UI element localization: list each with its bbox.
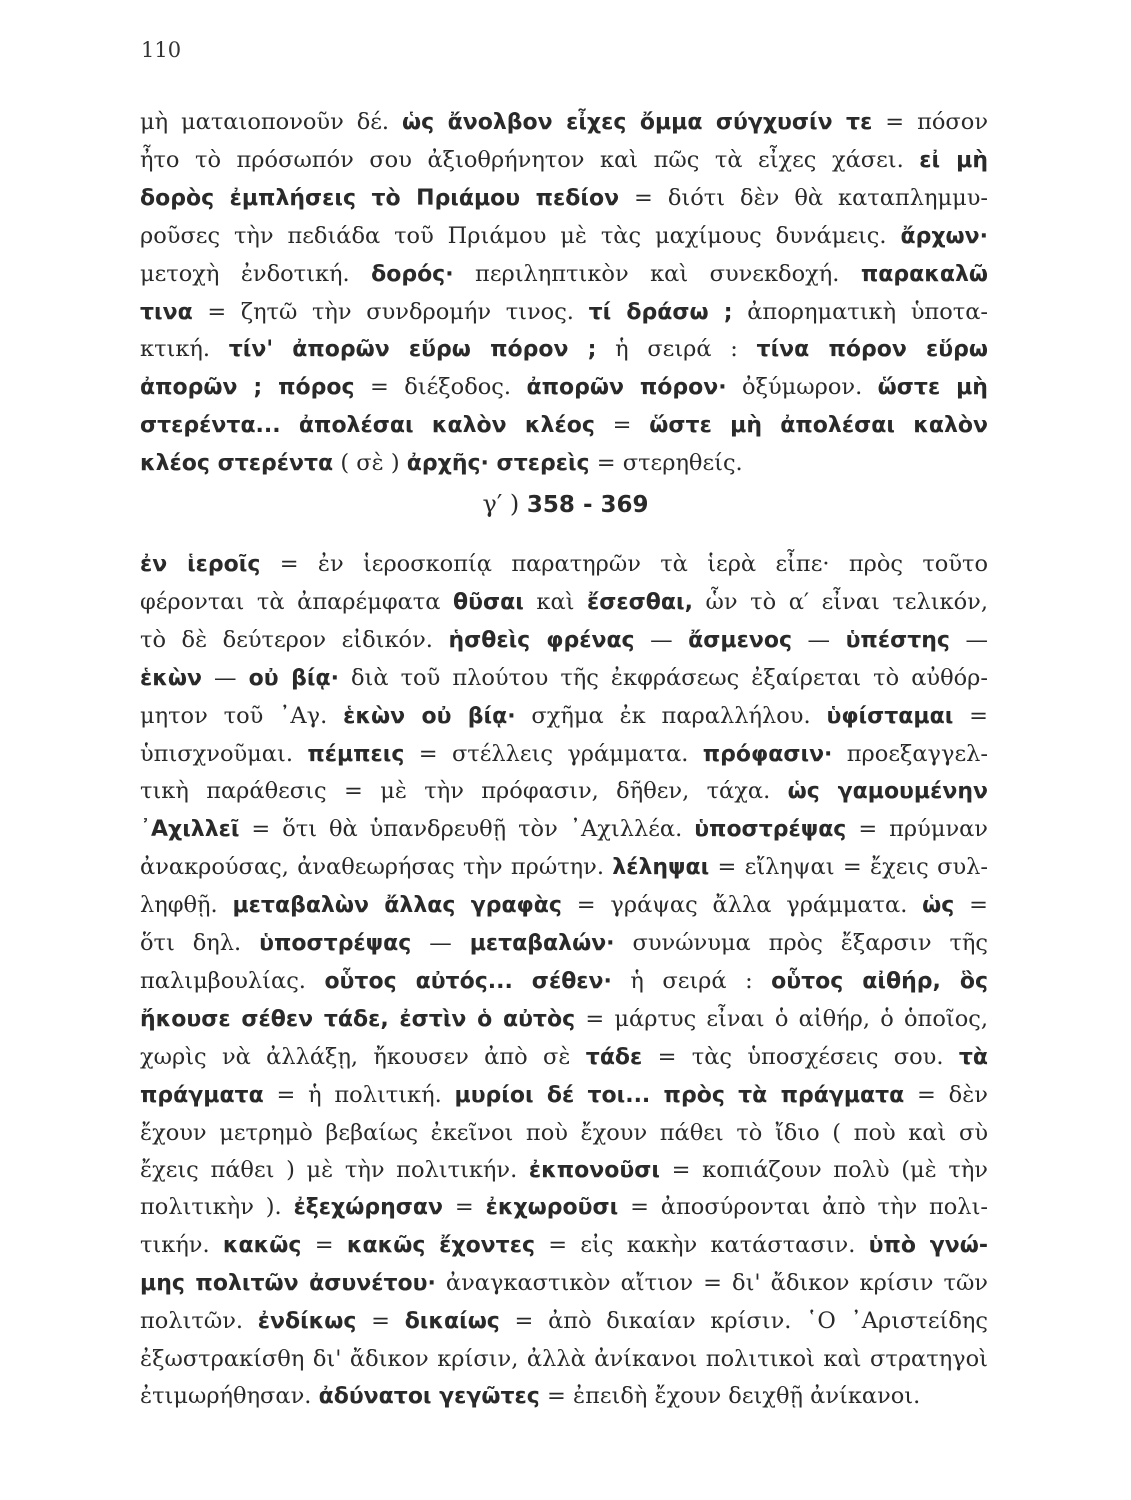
commentary-paragraph-2 xyxy=(140,546,988,1416)
lemma-term: ἑκὼν xyxy=(140,665,202,691)
gloss-text: μετοχὴ ἐνδοτική. xyxy=(140,260,372,287)
section-heading-label: γ′ ) xyxy=(482,490,520,518)
gloss-text: — xyxy=(634,626,689,653)
gloss-text: ἡ σειρά : xyxy=(611,967,772,994)
text-line xyxy=(140,1227,988,1265)
text-line xyxy=(140,256,988,294)
gloss-text: = δὲν xyxy=(904,1081,988,1108)
gloss-text: = εἰς κακὴν κατάστασιν. xyxy=(535,1232,869,1259)
lemma-term: πράγματα xyxy=(140,1082,264,1108)
gloss-text: σχῆμα ἐκ παραλλήλου. xyxy=(515,702,827,729)
text-line xyxy=(140,622,988,660)
text-line xyxy=(140,1303,988,1341)
gloss-text: — xyxy=(411,930,470,957)
gloss-text: ἐτιμωρήθησαν. xyxy=(140,1382,319,1409)
text-line xyxy=(140,104,988,142)
gloss-text: ὧν τὸ α′ εἶναι τελικόν, xyxy=(692,588,988,615)
gloss-text: τικὴ παράθεσις = μὲ τὴν πρόφασιν, δῆθεν, τάχα. xyxy=(140,778,788,805)
gloss-text: πολιτικὴν ). xyxy=(140,1194,294,1221)
gloss-text: καὶ xyxy=(523,588,588,615)
text-line xyxy=(140,1378,988,1416)
gloss-text: κτική. xyxy=(140,336,229,363)
gloss-text: χωρὶς νὰ ἀλλάξῃ, ἤκουσεν ἀπὸ σὲ xyxy=(140,1043,586,1070)
text-line xyxy=(140,736,988,774)
text-line xyxy=(140,445,988,483)
lemma-term: τὰ xyxy=(958,1044,988,1070)
gloss-text: ὑπισχνοῦμαι. xyxy=(140,740,308,767)
gloss-text: = μάρτυς εἶναι ὁ αἰθήρ, ὁ ὁποῖος, xyxy=(575,1005,988,1032)
lemma-term: οὗτος αἰθήρ, ὃς xyxy=(771,968,988,994)
gloss-text: τικήν. xyxy=(140,1232,223,1259)
text-line xyxy=(140,546,988,584)
lemma-term: ὡς ἄνολβον εἶχες ὄμμα σύγχυσίν τε xyxy=(402,110,873,135)
text-line xyxy=(140,180,988,218)
gloss-text: ἦτο τὸ πρόσωπόν σου ἀξιοθρήνητον καὶ πῶς τὰ εἶχες χάσει. xyxy=(140,146,920,173)
lemma-term: μεταβαλών· xyxy=(469,931,615,957)
lemma-term: ἀπορῶν πόρον· xyxy=(526,375,727,401)
gloss-text: τὸ δὲ δεύτερον εἰδικόν. xyxy=(140,626,449,653)
gloss-text: = στέλλεις γράμματα. xyxy=(404,740,703,767)
text-line xyxy=(140,369,988,407)
gloss-text: = ἀποσύρονται ἀπὸ τὴν πολι- xyxy=(618,1194,988,1221)
lemma-term: ὡς xyxy=(922,893,955,919)
text-line xyxy=(140,811,988,849)
lemma-term: ἄρχων· xyxy=(900,223,988,249)
lemma-term: οὗτος αὐτός... σέθεν· xyxy=(324,968,612,994)
gloss-text: ἀνακρούσας, ἀναθεωρήσας τὴν πρώτην. xyxy=(140,854,613,881)
gloss-text: ἀναγκαστικὸν αἴτιον = δι' ἄδικον κρίσιν τῶν xyxy=(435,1270,988,1297)
text-line xyxy=(140,1115,988,1152)
lemma-term: δικαίως xyxy=(404,1309,500,1335)
gloss-text: = ἡ πολιτική. xyxy=(263,1081,455,1108)
gloss-text: συνώνυμα πρὸς ἔξαρσιν τῆς xyxy=(614,930,988,957)
lemma-term: ἀπορῶν ; πόρος xyxy=(140,375,355,401)
lemma-term: ἐνδίκως xyxy=(257,1309,357,1335)
lemma-term: μης πολιτῶν ἀσυνέτου· xyxy=(140,1271,436,1297)
lemma-term: παρακαλῶ xyxy=(860,261,989,287)
gloss-text: = xyxy=(954,892,989,919)
lemma-term: ἐξεχώρησαν xyxy=(293,1195,444,1221)
gloss-text: μὴ ματαιοπονοῦν δέ. xyxy=(140,109,403,135)
lemma-term: πρόφασιν· xyxy=(702,741,833,767)
lemma-term: θῦσαι xyxy=(453,589,524,615)
lemma-term: ὥστε μὴ ἀπολέσαι καλὸν xyxy=(649,413,988,439)
lemma-term: τίν' ἀπορῶν εὕρω πόρον ; xyxy=(228,337,597,363)
lemma-term: ὥστε μὴ xyxy=(877,375,988,401)
lemma-term: τί δράσω ; xyxy=(588,299,733,325)
lemma-term: δορός· xyxy=(371,261,454,287)
commentary-paragraph-1 xyxy=(140,104,988,483)
lemma-term: εἰ μὴ xyxy=(919,147,988,173)
gloss-text: = xyxy=(953,702,988,729)
gloss-text: = ζητῶ τὴν συνδρομήν τινος. xyxy=(192,298,589,325)
gloss-text: = xyxy=(356,1308,405,1335)
gloss-text: = xyxy=(301,1232,347,1259)
lemma-term: ᾿Αχιλλεῖ xyxy=(140,817,240,843)
lemma-term: ἔσεσθαι, xyxy=(587,589,693,615)
gloss-text: ὀξύμωρον. xyxy=(726,374,878,401)
gloss-text: = κοπιάζουν πολὺ (μὲ τὴν xyxy=(659,1156,988,1183)
gloss-text: = ἀπὸ δικαίαν κρίσιν. ῾Ο ᾿Αριστείδης xyxy=(499,1308,988,1335)
gloss-text: πολιτῶν. xyxy=(140,1308,258,1335)
lemma-term: ὑπέστης xyxy=(845,627,950,653)
gloss-text: = ἐν ἱεροσκοπίᾳ παρατηρῶν τὰ ἱερὰ εἶπε· πρὸς τοῦτο xyxy=(260,551,989,577)
gloss-text: — xyxy=(201,664,249,691)
gloss-text: = διέξοδος. xyxy=(354,374,527,401)
page-number: 110 xyxy=(141,38,182,62)
gloss-text: = στερηθείς. xyxy=(589,450,743,477)
text-line xyxy=(140,963,988,1001)
text-line xyxy=(140,218,988,256)
lemma-term: οὐ βίᾳ· xyxy=(248,665,339,691)
text-line xyxy=(140,1152,988,1190)
gloss-text: προεξαγγελ- xyxy=(832,740,988,767)
text-line xyxy=(140,887,988,925)
lemma-term: ἑκὼν οὐ βίᾳ· xyxy=(343,703,516,729)
gloss-text: ληφθῇ. xyxy=(140,892,233,919)
lemma-term: ὡς γαμουμένην xyxy=(787,779,988,805)
gloss-text: = xyxy=(443,1194,486,1221)
lemma-term: πέμπεις xyxy=(307,741,405,767)
lemma-term: ἤκουσε σέθεν τάδε, ἐστὶν ὁ αὐτὸς xyxy=(140,1006,576,1032)
gloss-text: μητον τοῦ ᾿Αγ. xyxy=(140,702,344,729)
gloss-text: ὅτι δηλ. xyxy=(140,930,260,957)
gloss-text: ἔχουν μετρημὸ βεβαίως ἐκεῖνοι ποὺ ἔχουν πάθει τὸ ἴδιο ( ποὺ καὶ σὺ xyxy=(140,1119,988,1146)
section-heading-range: 358 - 369 xyxy=(526,492,649,518)
text-line xyxy=(140,1077,988,1115)
gloss-text: = τὰς ὑποσχέσεις σου. xyxy=(642,1043,959,1070)
gloss-text: ( σὲ ) xyxy=(333,450,407,477)
gloss-text: ἀπορηματικὴ ὑποτα- xyxy=(732,298,988,325)
lemma-term: ἄσμενος xyxy=(688,627,792,653)
gloss-text: — xyxy=(949,626,988,653)
text-line xyxy=(140,294,988,332)
gloss-text: = εἴληψαι = ἔχεις συλ- xyxy=(709,854,988,881)
lemma-term: ὑποστρέψας xyxy=(694,817,847,843)
gloss-text: ροῦσες τὴν πεδιάδα τοῦ Πριάμου μὲ τὰς μαχίμους δυνάμεις. xyxy=(140,222,901,249)
section-heading xyxy=(0,490,1131,518)
lemma-term: λέληψαι xyxy=(612,855,710,881)
gloss-text: = ἐπειδὴ ἔχουν δειχθῇ ἀνίκανοι. xyxy=(539,1382,921,1409)
lemma-term: ἐκπονοῦσι xyxy=(528,1157,660,1183)
text-line xyxy=(140,925,988,963)
lemma-term: ὑποστρέψας xyxy=(259,931,412,957)
gloss-text: διὰ τοῦ πλούτου τῆς ἐκφράσεως ἐξαίρεται τὸ αὐθόρ- xyxy=(338,664,988,691)
gloss-text: = πόσον xyxy=(872,109,989,135)
lemma-term: κακῶς ἔχοντες xyxy=(346,1233,535,1259)
gloss-text: παλιμβουλίας. xyxy=(140,967,325,994)
gloss-text: = πρύμναν xyxy=(846,816,988,843)
text-line xyxy=(140,407,988,445)
gloss-text: περιληπτικὸν καὶ συνεκδοχή. xyxy=(453,260,861,287)
lemma-term: ἀρχῆς· στερεὶς xyxy=(406,451,590,477)
gloss-text: ἡ σειρά : xyxy=(596,336,757,363)
lemma-term: ἐν ἱεροῖς xyxy=(140,552,261,577)
gloss-text: = ὅτι θὰ ὑπανδρευθῇ τὸν ᾿Αχιλλέα. xyxy=(239,816,695,843)
text-line xyxy=(140,698,988,736)
text-line xyxy=(140,1341,988,1378)
text-line xyxy=(140,773,988,811)
lemma-term: κακῶς xyxy=(222,1233,302,1259)
gloss-text: = γράψας ἄλλα γράμματα. xyxy=(561,892,923,919)
text-line xyxy=(140,1189,988,1227)
lemma-term: κλέος στερέντα xyxy=(140,451,334,477)
lemma-term: τίνα πόρον εὕρω xyxy=(756,337,988,363)
text-line xyxy=(140,584,988,622)
text-line xyxy=(140,1265,988,1303)
lemma-term: ἀδύνατοι γεγῶτες xyxy=(318,1383,540,1409)
lemma-term: τινα xyxy=(140,299,193,325)
lemma-term: ὑφίσταμαι xyxy=(826,703,954,729)
lemma-term: ἡσθεὶς φρένας xyxy=(448,627,635,653)
gloss-text: — xyxy=(792,626,846,653)
gloss-text: ἔχεις πάθει ) μὲ τὴν πολιτικήν. xyxy=(140,1156,529,1183)
text-line xyxy=(140,142,988,180)
text-line xyxy=(140,1001,988,1039)
lemma-term: ἐκχωροῦσι xyxy=(485,1195,619,1221)
lemma-term: μυρίοι δέ τοι... πρὸς τὰ πράγματα xyxy=(454,1082,905,1108)
gloss-text: ἐξωστρακίσθη δι' ἄδικον κρίσιν, ἀλλὰ ἀνίκανοι πολιτικοὶ καὶ στρατηγοὶ xyxy=(140,1346,988,1373)
text-line xyxy=(140,1039,988,1077)
gloss-text: φέρονται τὰ ἀπαρέμφατα xyxy=(140,588,453,615)
gloss-text: = xyxy=(594,412,650,439)
text-line xyxy=(140,849,988,887)
text-line xyxy=(140,331,988,369)
gloss-text: = διότι δὲν θὰ καταπλημμυ- xyxy=(619,184,988,211)
lemma-term: ὑπὸ γνώ- xyxy=(868,1233,988,1259)
lemma-term: στερέντα... ἀπολέσαι καλὸν κλέος xyxy=(140,413,595,439)
lemma-term: τάδε xyxy=(585,1044,643,1070)
lemma-term: δορὸς ἐμπλήσεις τὸ Πριάμου πεδίον xyxy=(140,185,620,211)
text-line xyxy=(140,660,988,698)
lemma-term: μεταβαλὼν ἄλλας γραφὰς xyxy=(232,893,562,919)
